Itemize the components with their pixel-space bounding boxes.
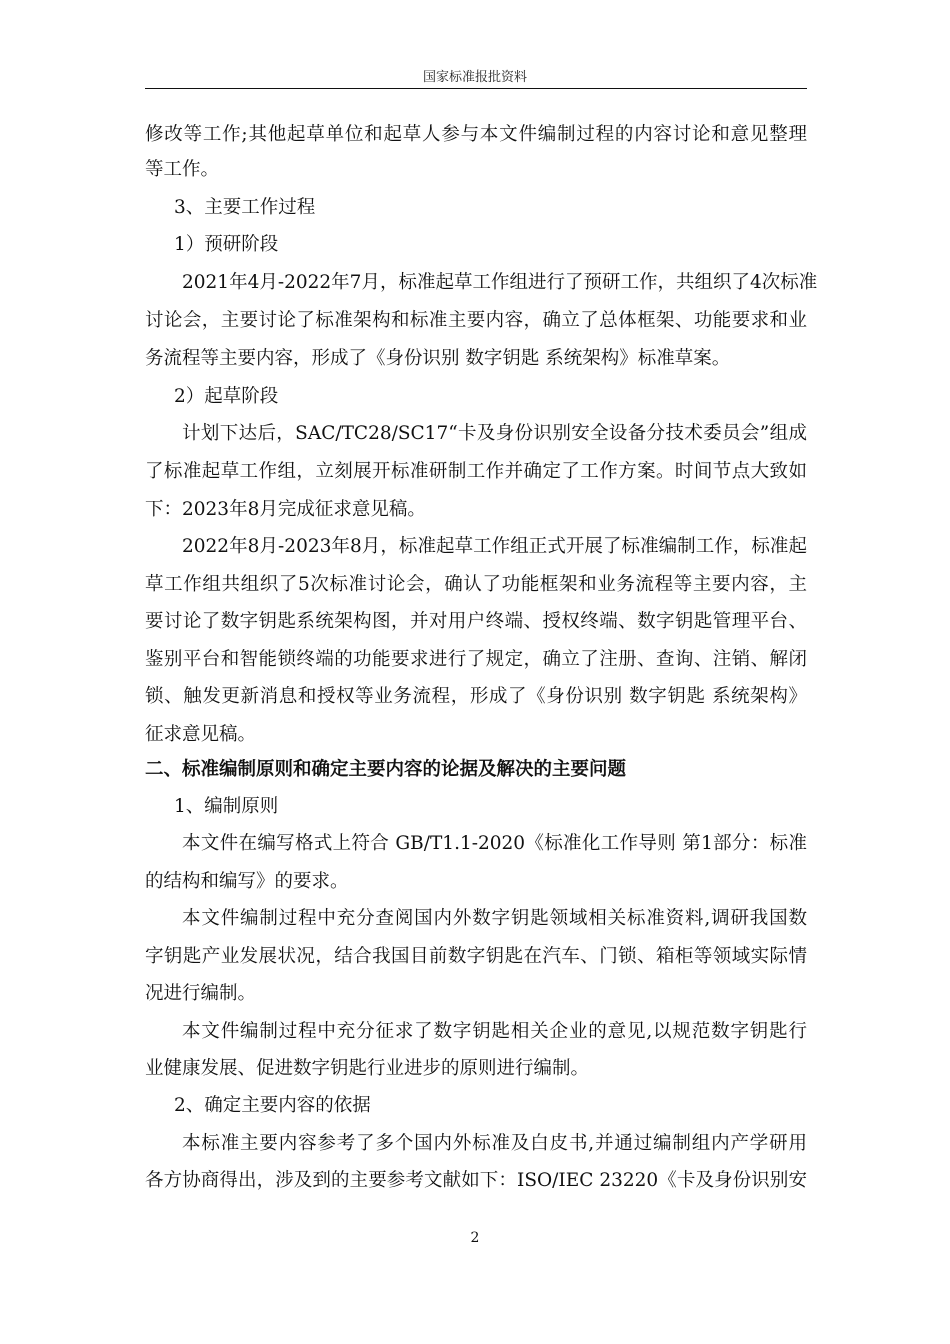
- paragraph-line: 本文件编制过程中充分征求了数字钥匙相关企业的意见,以规范数字钥匙行: [182, 1021, 807, 1042]
- paragraph-line: 要讨论了数字钥匙系统架构图，并对用户终端、授权终端、数字钥匙管理平台、: [145, 611, 807, 632]
- paragraph-line: 了标准起草工作组，立刻展开标准研制工作并确定了工作方案。时间节点大致如: [145, 461, 807, 482]
- paragraph-line: 业健康发展、促进数字钥匙行业进步的原则进行编制。: [145, 1058, 590, 1079]
- paragraph-line: 讨论会，主要讨论了标准架构和标准主要内容，确立了总体框架、功能要求和业: [145, 310, 807, 331]
- paragraph-line: 下：2023年8月完成征求意见稿。: [145, 499, 426, 520]
- paragraph-line: 征求意见稿。: [145, 724, 257, 745]
- paragraph-line: 各方协商得出，涉及到的主要参考文献如下：ISO/IEC 23220《卡及身份识别安: [145, 1170, 807, 1191]
- paragraph-line: 计划下达后，SAC/TC28/SC17“卡及身份识别安全设备分技术委员会”组成: [182, 423, 807, 444]
- paragraph-line: 草工作组共组织了5次标准讨论会，确认了功能框架和业务流程等主要内容，主: [145, 574, 807, 595]
- subsection-heading: 2）起草阶段: [174, 386, 279, 407]
- paragraph-line: 况进行编制。: [145, 983, 257, 1004]
- subsection-heading: 3、主要工作过程: [174, 197, 316, 218]
- paragraph-line: 字钥匙产业发展状况，结合我国目前数字钥匙在汽车、门锁、箱柜等领域实际情: [145, 946, 807, 967]
- paragraph-line: 2021年4月-2022年7月，标准起草工作组进行了预研工作，共组织了4次标准: [182, 272, 818, 293]
- subsection-heading: 1）预研阶段: [174, 234, 279, 255]
- header-rule: [145, 88, 807, 89]
- subsection-heading: 2、确定主要内容的依据: [174, 1095, 371, 1116]
- section-heading: 二、标准编制原则和确定主要内容的论据及解决的主要问题: [145, 759, 627, 780]
- paragraph-line: 鉴别平台和智能锁终端的功能要求进行了规定，确立了注册、查询、注销、解闭: [145, 649, 807, 670]
- paragraph-line: 本标准主要内容参考了多个国内外标准及白皮书,并通过编制组内产学研用: [182, 1133, 807, 1154]
- paragraph-line: 的结构和编写》的要求。: [145, 871, 349, 892]
- page-number: 2: [470, 1230, 480, 1246]
- running-header: 国家标准报批资料: [422, 70, 527, 85]
- paragraph-line: 务流程等主要内容，形成了《身份识别 数字钥匙 系统架构》标准草案。: [145, 348, 731, 369]
- subsection-heading: 1、编制原则: [174, 796, 279, 817]
- paragraph-line: 修改等工作;其他起草单位和起草人参与本文件编制过程的内容讨论和意见整理: [145, 124, 807, 145]
- paragraph-line: 等工作。: [145, 159, 220, 180]
- paragraph-line: 锁、触发更新消息和授权等业务流程，形成了《身份识别 数字钥匙 系统架构》: [145, 686, 807, 707]
- paragraph-line: 本文件编制过程中充分查阅国内外数字钥匙领域相关标准资料,调研我国数: [182, 908, 807, 929]
- paragraph-line: 本文件在编写格式上符合 GB/T1.1-2020《标准化工作导则 第1部分：标准: [182, 833, 807, 854]
- paragraph-line: 2022年8月-2023年8月，标准起草工作组正式开展了标准编制工作，标准起: [182, 536, 807, 557]
